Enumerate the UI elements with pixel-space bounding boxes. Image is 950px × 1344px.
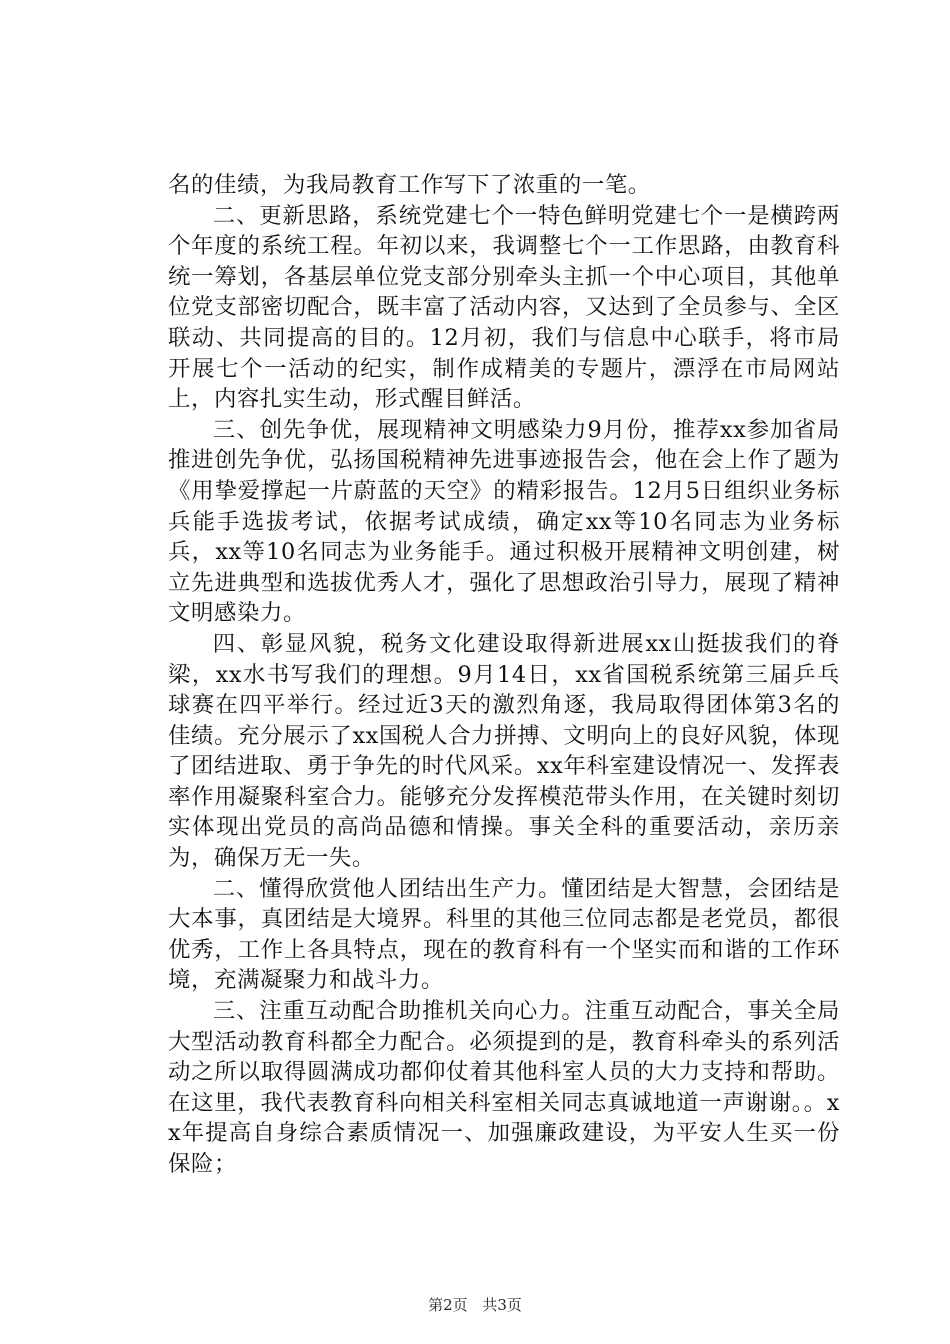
paragraph-4: 四、彰显风貌，税务文化建设取得新进展xx山挺拔我们的脊梁，xx水书写我们的理想。9月14日，xx省国税系统第三届乒乓球赛在四平举行。经过近3天的激烈角逐，我局取得团体第3名的佳绩。充分展示了xx国税人合力拼搏、文明向上的良好风貌，体现了团结进取、勇于争先的时代风采。xx年科室建设情况一、发挥表率作用凝聚科室合力。能够充分发挥模范带头作用，在关键时刻切实体现出党员的高尚品德和情操。事关全科的重要活动，亲历亲为，确保万无一失。 <box>168 630 840 872</box>
paragraph-2: 二、更新思路，系统党建七个一特色鲜明党建七个一是横跨两个年度的系统工程。年初以来，我调整七个一工作思路，由教育科统一筹划，各基层单位党支部分别牵头主抓一个中心项目，其他单位党支部密切配合，既丰富了活动内容，又达到了全员参与、全区联动、共同提高的目的。12月初，我们与信息中心联手，将市局开展七个一活动的纪实，制作成精美的专题片，漂浮在市局网站上，内容扎实生动，形式醒目鲜活。 <box>168 202 840 413</box>
page-total: 共3页 <box>482 1296 522 1314</box>
page-footer <box>0 1295 950 1315</box>
paragraph-6: 三、注重互动配合助推机关向心力。注重互动配合，事关全局大型活动教育科都全力配合。必须提到的是，教育科牵头的系列活动之所以取得圆满成功都仰仗着其他科室人员的大力支持和帮助。在这里，我代表教育科向相关科室相关同志真诚地道一声谢谢。。xx年提高自身综合素质情况一、加强廉政建设，为平安人生买一份保险； <box>168 998 840 1177</box>
page-number: 第2页 <box>428 1296 468 1314</box>
paragraph-5: 二、懂得欣赏他人团结出生产力。懂团结是大智慧，会团结是大本事，真团结是大境界。科里的其他三位同志都是老党员，都很优秀，工作上各具特点，现在的教育科有一个坚实而和谐的工作环境，充满凝聚力和战斗力。 <box>168 875 840 994</box>
paragraph-3: 三、创先争优，展现精神文明感染力9月份，推荐xx参加省局推进创先争优，弘扬国税精神先进事迹报告会，他在会上作了题为《用挚爱撑起一片蔚蓝的天空》的精彩报告。12月5日组织业务标兵能手选拔考试，依据考试成绩，确定xx等10名同志为业务标兵，xx等10名同志为业务能手。通过积极开展精神文明创建，树立先进典型和选拔优秀人才，强化了思想政治引导力，展现了精神文明感染力。 <box>168 416 840 627</box>
document-body <box>168 170 840 1180</box>
paragraph-1: 名的佳绩，为我局教育工作写下了浓重的一笔。 <box>168 172 651 198</box>
